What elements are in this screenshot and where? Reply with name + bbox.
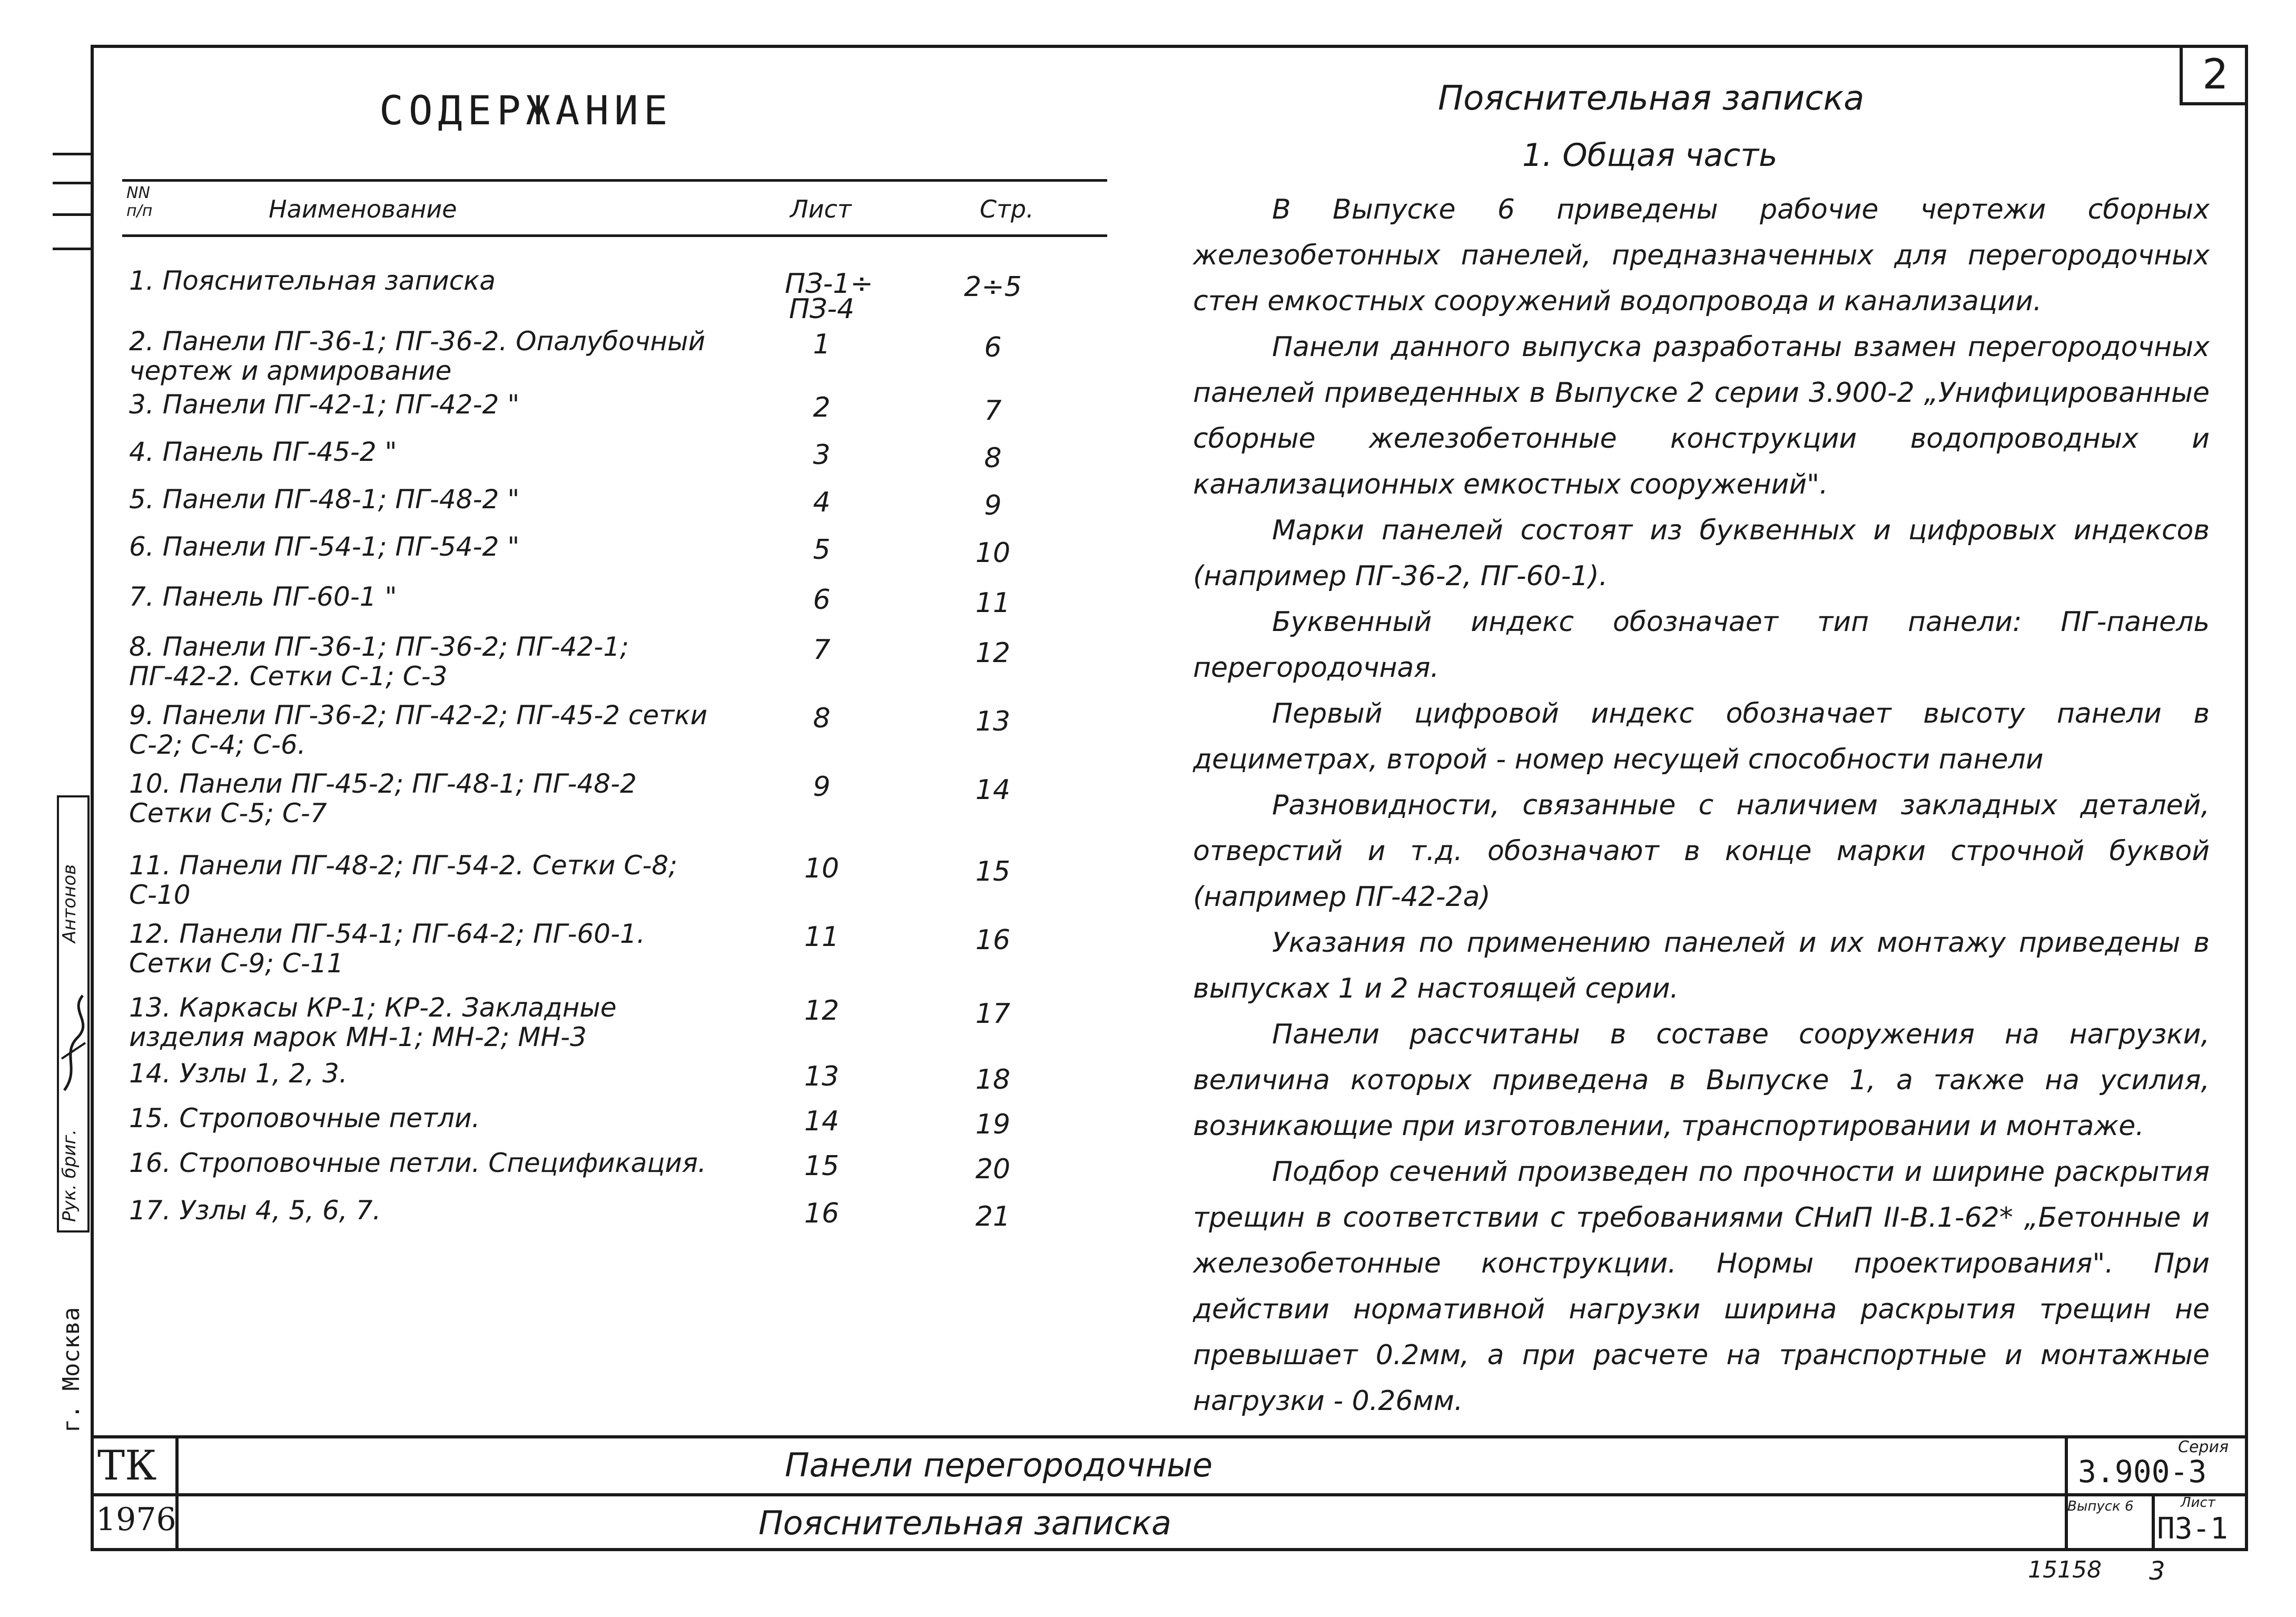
toc-item-name: 17. Узлы 4, 5, 6, 7. <box>129 1195 381 1226</box>
toc-item-sheet: 5 <box>813 534 831 566</box>
stamp-label: Рук. бриг. <box>59 1129 80 1222</box>
toc-item-name: 13. Каркасы КР-1; КР-2. Закладные изделия марок МН-1; МН-2; МН-3 <box>129 992 617 1052</box>
toc-item-page: 6 <box>984 332 1002 363</box>
toc-item-name: 4. Панель ПГ-45-2 " <box>129 437 397 467</box>
note-paragraph: Подбор сечений произведен по прочности и ширине раскрытия трещин в соответствии с требованиями СНиП II-В.1-62* „Бетонные и железобетонные конструкции. Нормы проектирования". При действии нормативной нагрузки ширина раскрытия трещин не превышает 0.2мм, а при расчете на транспортные и монтажные нагрузки - 0.26мм. <box>1193 1156 2210 1417</box>
stamp-label: Антонов <box>59 864 80 943</box>
toc-item-page: 20 <box>975 1153 1011 1185</box>
note-paragraph: В Выпуске 6 приведены рабочие чертежи сборных железобетонных панелей, предназначенных для перегородочных стен емкостных сооружений водопровода и канализации. <box>1193 194 2210 317</box>
toc-item-page: 18 <box>975 1064 1011 1096</box>
note-paragraph: Буквенный индекс обозначает тип панели: ПГ-панель перегородочная. <box>1193 606 2210 684</box>
note-paragraph: Панели рассчитаны в составе сооружения на нагрузки, величина которых приведена в Выпуске 1, а также на усилия, возникающие при изготовлении, транспортировании и монтаже. <box>1193 1019 2210 1142</box>
toc-item-page: 21 <box>975 1201 1011 1233</box>
toc-title: СОДЕРЖАНИЕ <box>379 87 673 134</box>
toc-item-sheet: 9 <box>813 771 831 803</box>
margin-mark <box>53 182 91 184</box>
toc-item-sheet: 11 <box>804 921 840 953</box>
toc-item-page: 16 <box>975 924 1011 956</box>
sheet-label: Лист <box>2181 1495 2215 1511</box>
issue-label: Выпуск 6 <box>2067 1498 2134 1514</box>
toc-item-sheet: 4 <box>813 487 831 518</box>
title-block-divider <box>2152 1493 2155 1551</box>
sheet-number: 2 <box>2180 45 2248 105</box>
toc-item-page: 15 <box>975 856 1011 888</box>
toc-item-sheet: 13 <box>804 1061 840 1092</box>
toc-item-name: 6. Панели ПГ-54-1; ПГ-54-2 " <box>129 531 520 562</box>
toc-item-sheet: 14 <box>804 1106 840 1137</box>
toc-item-name: 11. Панели ПГ-48-2; ПГ-54-2. Сетки С-8; С-10 <box>129 850 677 910</box>
toc-item-name: 12. Панели ПГ-54-1; ПГ-64-2; ПГ-60-1. Сетки С-9; С-11 <box>129 919 645 979</box>
toc-item-page: 10 <box>975 537 1011 569</box>
series-value: 3.900-3 <box>2078 1454 2207 1490</box>
toc-item-sheet: ПЗ-1÷ ПЗ-4 <box>785 268 873 325</box>
toc-item-sheet: 10 <box>804 853 840 884</box>
toc-item-sheet: 6 <box>813 584 831 616</box>
toc-item-page: 2÷5 <box>964 271 1022 303</box>
title-block-divider <box>2065 1435 2068 1551</box>
toc-item-sheet: 3 <box>813 439 831 471</box>
note-body <box>1193 187 2210 1424</box>
inventory-number: 15158 <box>2028 1556 2102 1583</box>
year: 1976 <box>96 1501 176 1538</box>
toc-header-page: Стр. <box>980 195 1034 223</box>
page-number: 3 <box>2149 1556 2165 1586</box>
toc-item-name: 2. Панели ПГ-36-1; ПГ-36-2. Опалубочный чертеж и армирование <box>129 326 705 386</box>
toc-item-sheet: 12 <box>804 995 840 1027</box>
toc-item-name: 8. Панели ПГ-36-1; ПГ-36-2; ПГ-42-1; ПГ-42-2. Сетки С-1; С-3 <box>129 632 629 692</box>
city-label: г. Москва <box>58 1307 85 1433</box>
toc-item-page: 11 <box>975 587 1011 619</box>
sheet-code: ПЗ-1 <box>2157 1512 2228 1546</box>
toc-item-sheet: 1 <box>813 329 831 360</box>
toc-header-sheet: Лист <box>790 195 852 223</box>
toc-item-page: 8 <box>984 442 1002 474</box>
toc-item-name: 7. Панель ПГ-60-1 " <box>129 581 397 612</box>
toc-header-num: NN п/п <box>126 184 153 220</box>
toc-item-name: 14. Узлы 1, 2, 3. <box>129 1058 348 1089</box>
toc-item-page: 13 <box>975 706 1011 737</box>
toc-item-sheet: 16 <box>804 1198 840 1229</box>
note-paragraph: Панели данного выпуска разработаны взамен перегородочных панелей приведенных в Выпуске 2 серии 3.900-2 „Унифицированные сборные железобетонные конструкции водопроводных и канализационных емкостных сооружений". <box>1193 331 2210 500</box>
toc-rule-header <box>122 234 1107 237</box>
toc-item-name: 16. Строповочные петли. Спецификация. <box>129 1148 706 1178</box>
margin-mark <box>53 248 91 250</box>
toc-item-sheet: 15 <box>804 1150 840 1182</box>
signature-mark <box>59 990 88 1096</box>
toc-item-page: 9 <box>984 490 1002 521</box>
toc-item-sheet: 7 <box>813 634 831 666</box>
toc-item-name: 1. Пояснительная записка <box>129 265 496 296</box>
toc-item-page: 12 <box>975 637 1011 669</box>
toc-item-sheet: 8 <box>813 703 831 734</box>
note-paragraph: Первый цифровой индекс обозначает высоту панели в дециметрах, второй - номер несущей способности панели <box>1193 698 2210 775</box>
note-subtitle: 1. Общая часть <box>1522 137 1778 174</box>
toc-item-name: 15. Строповочные петли. <box>129 1103 480 1133</box>
margin-mark <box>53 153 91 155</box>
note-paragraph: Разновидности, связанные с наличием закладных деталей, отверстий и т.д. обозначают в конце марки строчной буквой (например ПГ-42-2а) <box>1193 790 2210 913</box>
toc-header-name: Наименование <box>269 195 457 223</box>
toc-rule-top <box>122 179 1107 182</box>
org-code: ТК <box>97 1442 157 1490</box>
toc-item-page: 17 <box>975 998 1011 1030</box>
note-title: Пояснительная записка <box>1438 79 1865 118</box>
note-paragraph: Указания по применению панелей и их монтажу приведены в выпусках 1 и 2 настоящей серии. <box>1193 927 2210 1004</box>
note-paragraph: Марки панелей состоят из буквенных и цифровых индексов (например ПГ-36-2, ПГ-60-1). <box>1193 515 2210 592</box>
toc-item-name: 10. Панели ПГ-45-2; ПГ-48-1; ПГ-48-2 Сетки С-5; С-7 <box>129 768 637 829</box>
toc-item-page: 7 <box>984 395 1002 427</box>
toc-item-sheet: 2 <box>813 392 831 423</box>
toc-item-page: 19 <box>975 1109 1011 1140</box>
toc-item-name: 5. Панели ПГ-48-1; ПГ-48-2 " <box>129 484 520 515</box>
toc-item-page: 14 <box>975 774 1011 806</box>
document-name: Пояснительная записка <box>758 1504 1172 1542</box>
product-name: Панели перегородочные <box>785 1446 1213 1484</box>
toc-item-name: 3. Панели ПГ-42-1; ПГ-42-2 " <box>129 389 520 420</box>
toc-item-name: 9. Панели ПГ-36-2; ПГ-42-2; ПГ-45-2 сетки С-2; С-4; С-6. <box>129 700 707 760</box>
series-label: Серия <box>2178 1438 2229 1456</box>
margin-mark <box>53 213 91 216</box>
